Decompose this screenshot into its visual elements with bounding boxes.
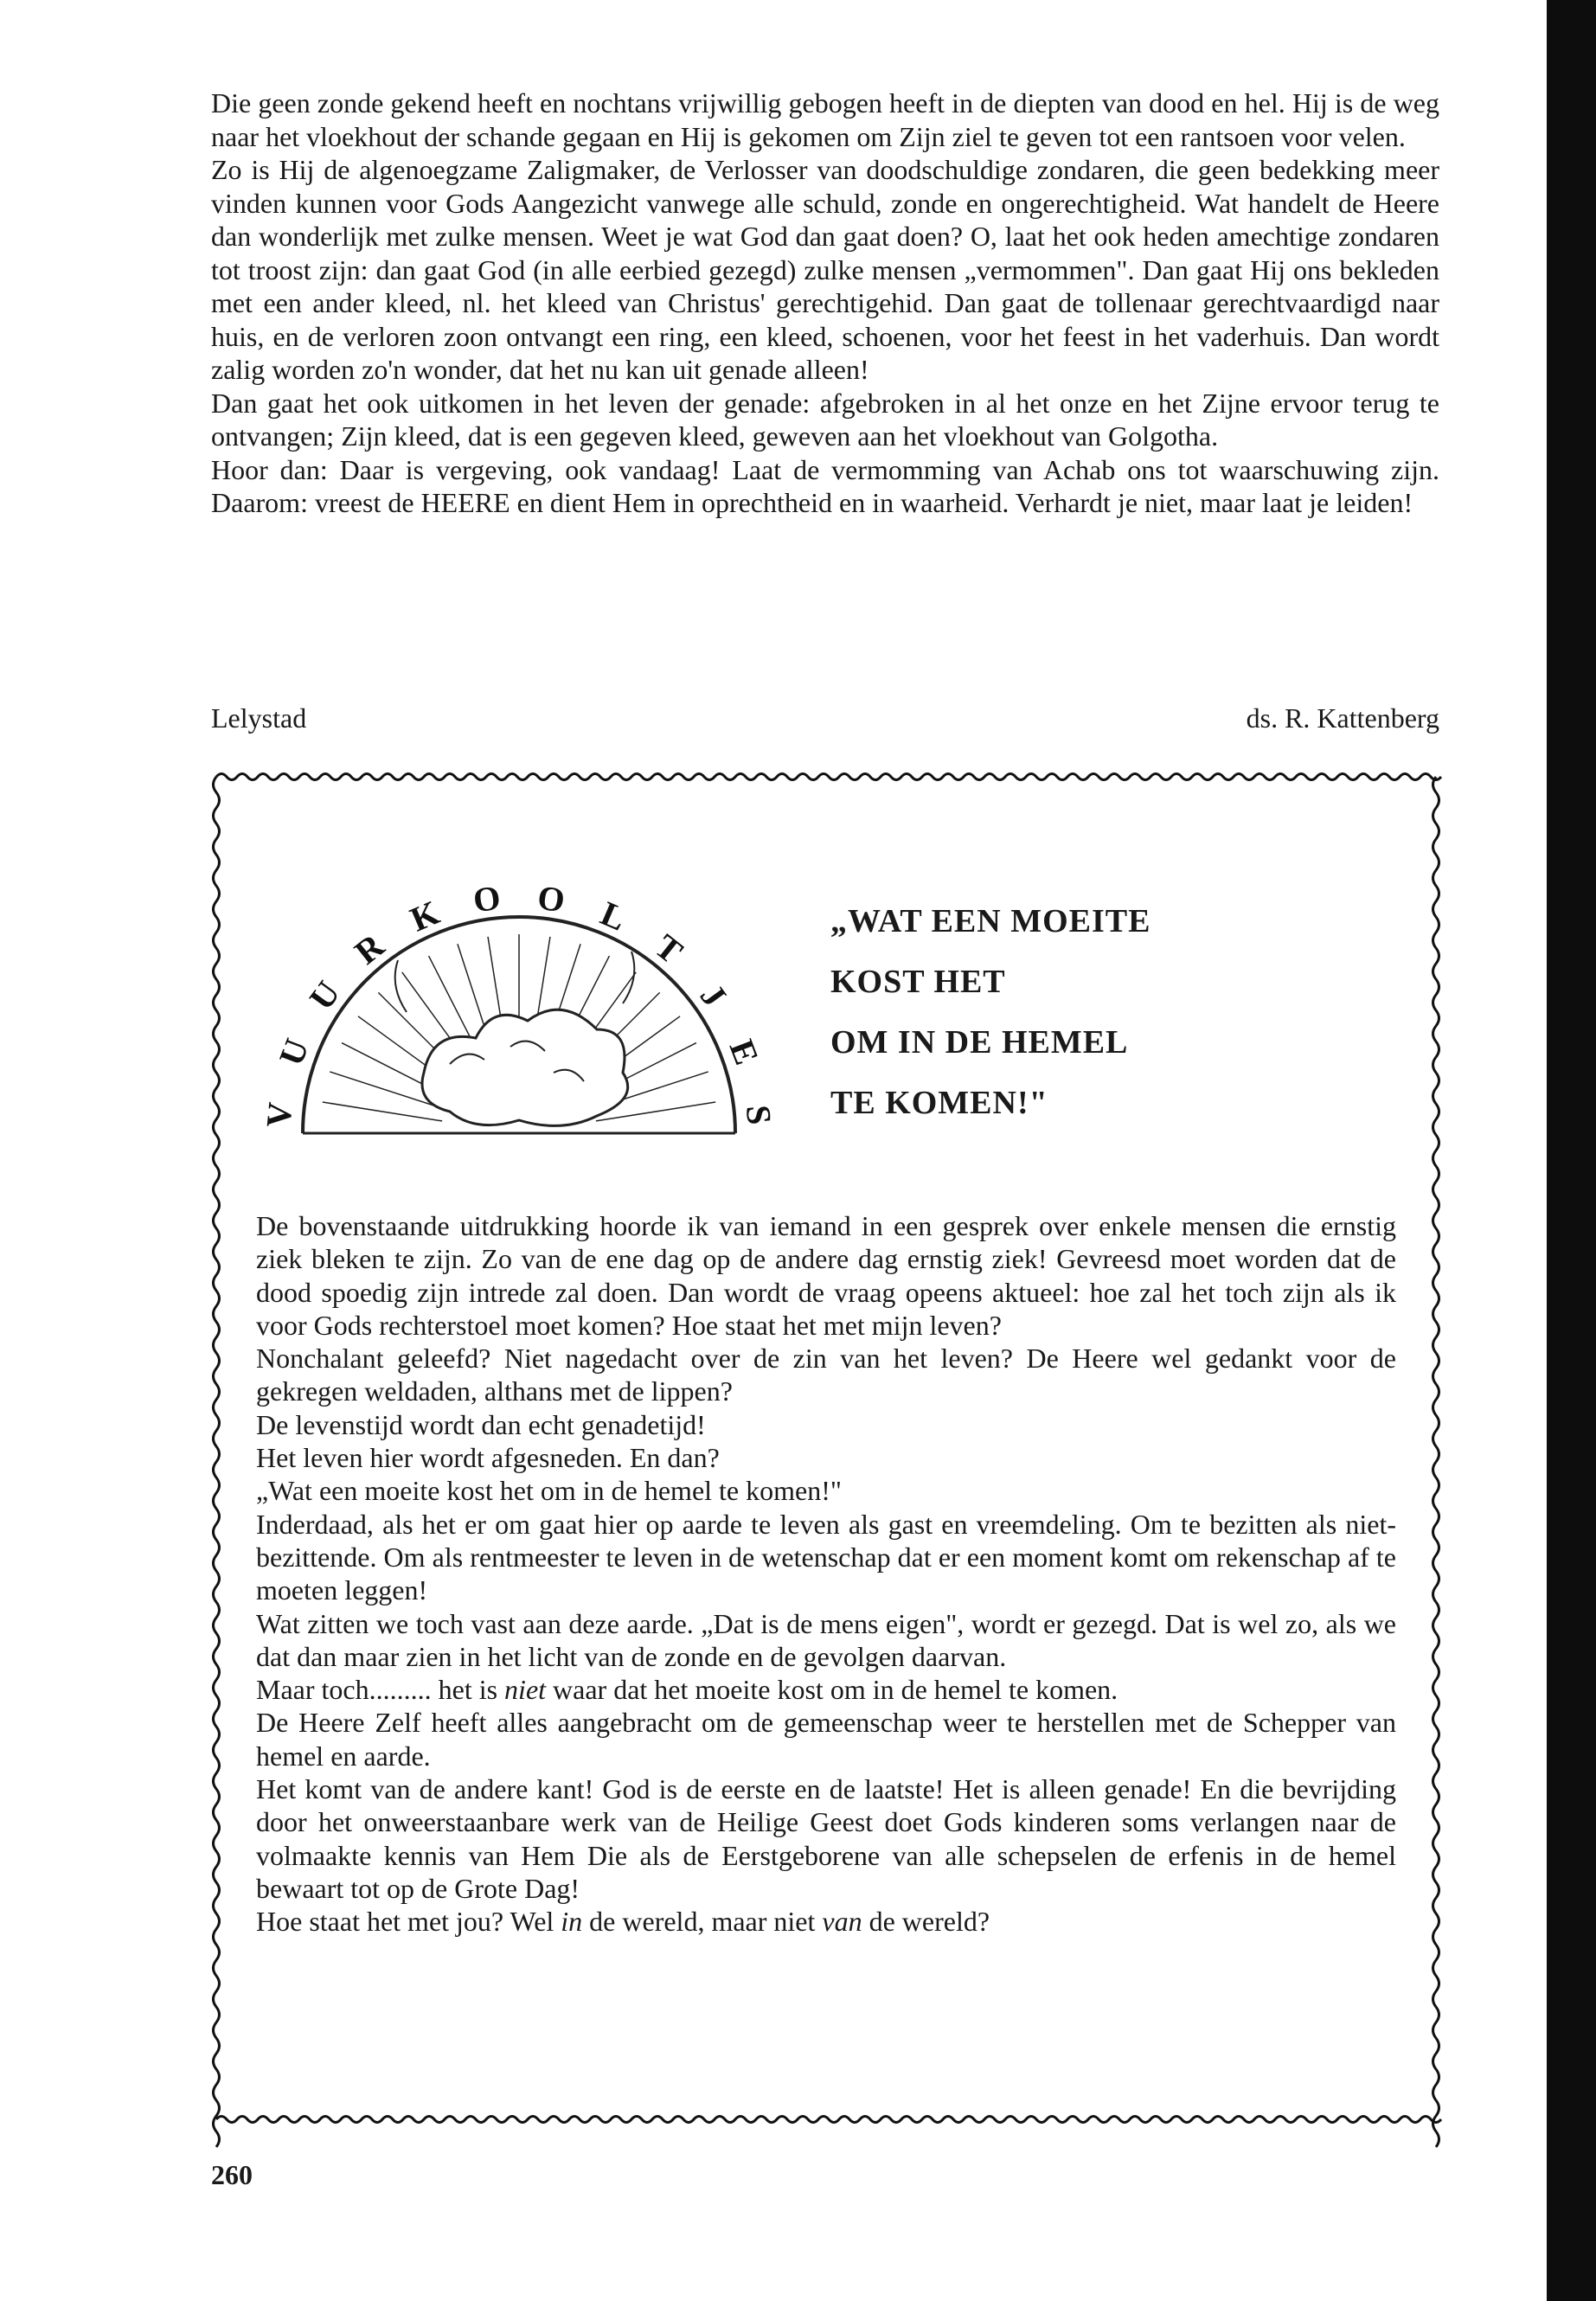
signature-author: ds. R. Kattenberg bbox=[1246, 702, 1439, 734]
border-wave bbox=[214, 777, 220, 2147]
emphasis-text: van bbox=[822, 1906, 862, 1938]
text-run: Hoe staat het met jou? Wel bbox=[256, 1906, 561, 1938]
headline-line: „WAT EEN MOEITE bbox=[830, 903, 1151, 939]
top-paragraph: Hoor dan: Daar is vergeving, ook vandaag! Laat de vermomming van Achab ons tot waarschuwing zijn. Daarom: vreest de HEERE en dient Hem in oprechtheid en in waarheid. Verhardt je niet, maar laat je leiden! bbox=[211, 453, 1439, 518]
box-paragraph: Het komt van de andere kant! God is de eerste en de laatste! Het is alleen genade! En die bevrijding door het onweerstaanbare werk van de Heilige Geest doet Gods kinderen soms verlangen naar de volmaakte kennis van Hem Die als de Eerstgeborene van alle schepselen de erfenis in de hemel bewaart tot op de Grote Dag! bbox=[256, 1773, 1396, 1904]
box-paragraph: Inderdaad, als het er om gaat hier op aarde te leven als gast en vreemdeling. Om te bezitten als niet-bezittende. Om als rentmeester te leven in de wetenschap dat er een moment komt om rekenschap af te moeten leggen! bbox=[256, 1508, 1396, 1606]
logo-letter: V bbox=[258, 1100, 300, 1130]
logo-ray bbox=[323, 1102, 442, 1121]
box-article bbox=[256, 1209, 1396, 1939]
logo-letter: R bbox=[347, 926, 392, 972]
box-paragraph: „Wat een moeite kost het om in de hemel te komen!" bbox=[256, 1475, 842, 1507]
box-paragraph: De Heere Zelf heeft alles aangebracht om de gemeenschap weer te herstellen met de Schepper van hemel en aarde. bbox=[256, 1707, 1396, 1772]
box-paragraph: Wat zitten we toch vast aan deze aarde. „Dat is de mens eigen", wordt er gezegd. Dat is wel zo, als we dat dan maar zien in het licht van de zonde en de gevolgen daarvan. bbox=[256, 1607, 1396, 1672]
text-run: Maar toch......... het is bbox=[256, 1674, 505, 1706]
box-paragraph: Het leven hier wordt afgesneden. En dan? bbox=[256, 1442, 720, 1474]
signature-place: Lelystad bbox=[211, 702, 307, 734]
emphasis-text: niet bbox=[504, 1674, 547, 1706]
border-wave bbox=[216, 774, 1441, 780]
text-run: de wereld, maar niet bbox=[582, 1906, 823, 1938]
logo-letter: E bbox=[721, 1034, 767, 1070]
page-number: 260 bbox=[211, 2159, 253, 2190]
box-headline bbox=[830, 891, 1280, 1133]
border-wave bbox=[216, 2117, 1441, 2123]
logo-letter: U bbox=[301, 973, 348, 1017]
text-run: de wereld? bbox=[862, 1906, 990, 1938]
vuurkooltjes-logo bbox=[258, 856, 779, 1142]
logo-letter: T bbox=[647, 926, 690, 971]
logo-letter: L bbox=[595, 893, 632, 939]
top-paragraph: Die geen zonde gekend heeft en nochtans vrijwillig gebogen heeft in de diepten van dood en hel. Hij is de weg naar het vloekhout der schande gegaan en Hij is gekomen om Zijn ziel te geven tot een rantsoen voor velen. bbox=[211, 87, 1439, 152]
logo-letter: K bbox=[404, 892, 445, 939]
emphasis-text: in bbox=[561, 1906, 583, 1938]
logo-letter: O bbox=[535, 877, 567, 920]
logo-letter: S bbox=[738, 1103, 779, 1126]
box-paragraph-maar-toch bbox=[256, 1673, 1396, 1706]
logo-letter: U bbox=[271, 1033, 317, 1071]
border-wave bbox=[1433, 777, 1439, 2147]
box-paragraph: De levenstijd wordt dan echt genadetijd! bbox=[256, 1408, 706, 1440]
logo-letter: O bbox=[471, 877, 503, 920]
logo-letter: J bbox=[692, 977, 734, 1015]
text-run: waar dat het moeite kost om in de hemel te komen. bbox=[546, 1674, 1118, 1706]
headline-line: OM IN DE HEMEL bbox=[830, 1024, 1129, 1061]
top-paragraph: Dan gaat het ook uitkomen in het leven der genade: afgebroken in al het onze en het Zijne ervoor terug te ontvangen; Zijn kleed, dat is een gegeven kleed, geweven aan het vloekhout van Golgotha. bbox=[211, 387, 1439, 452]
box-paragraph: De bovenstaande uitdrukking hoorde ik van iemand in een gesprek over enkele mensen die ernstig ziek bleken te zijn. Zo van de ene dag op de andere dag ernstig ziek! Gevreesd moet worden dat de dood spoedig zijn intrede zal doen. Dan wordt de vraag opeens aktueel: hoe zal het toch zijn als ik voor Gods rechterstoel moet komen? Hoe staat het met mijn leven? bbox=[256, 1210, 1396, 1341]
box-paragraph: Nonchalant geleefd? Niet nagedacht over de zin van het leven? De Heere wel gedankt voor de gekregen weldaden, althans met de lippen? bbox=[256, 1343, 1396, 1407]
box-closing-question bbox=[256, 1905, 1396, 1938]
top-paragraph: Zo is Hij de algenoegzame Zaligmaker, de Verlosser van doodschuldige zondaren, die geen bedekking meer vinden kunnen voor Gods Aangezicht vanwege alle schuld, zonde en ongerechtigheid. Wat handelt de Heere dan wonderlijk met zulke mensen. Weet je wat God dan gaat doen? O, laat het ook heden amechtige zondaren tot troost zijn: dan gaat God (in alle eerbied gezegd) zulke mensen „vermommen". Dan gaat Hij ons bekleden met een ander kleed, nl. het kleed van Christus' gerechtigehid. Dan gaat de tollenaar gerechtvaardigd naar huis, en de verloren zoon ontvangt een ring, een kleed, schoenen, voor het feest in het vaderhuis. Dan wordt zalig worden zo'n wonder, dat het nu kan uit genade alleen! bbox=[211, 154, 1439, 385]
headline-line: KOST HET bbox=[830, 964, 1006, 1000]
headline-line: TE KOMEN!" bbox=[830, 1085, 1048, 1121]
